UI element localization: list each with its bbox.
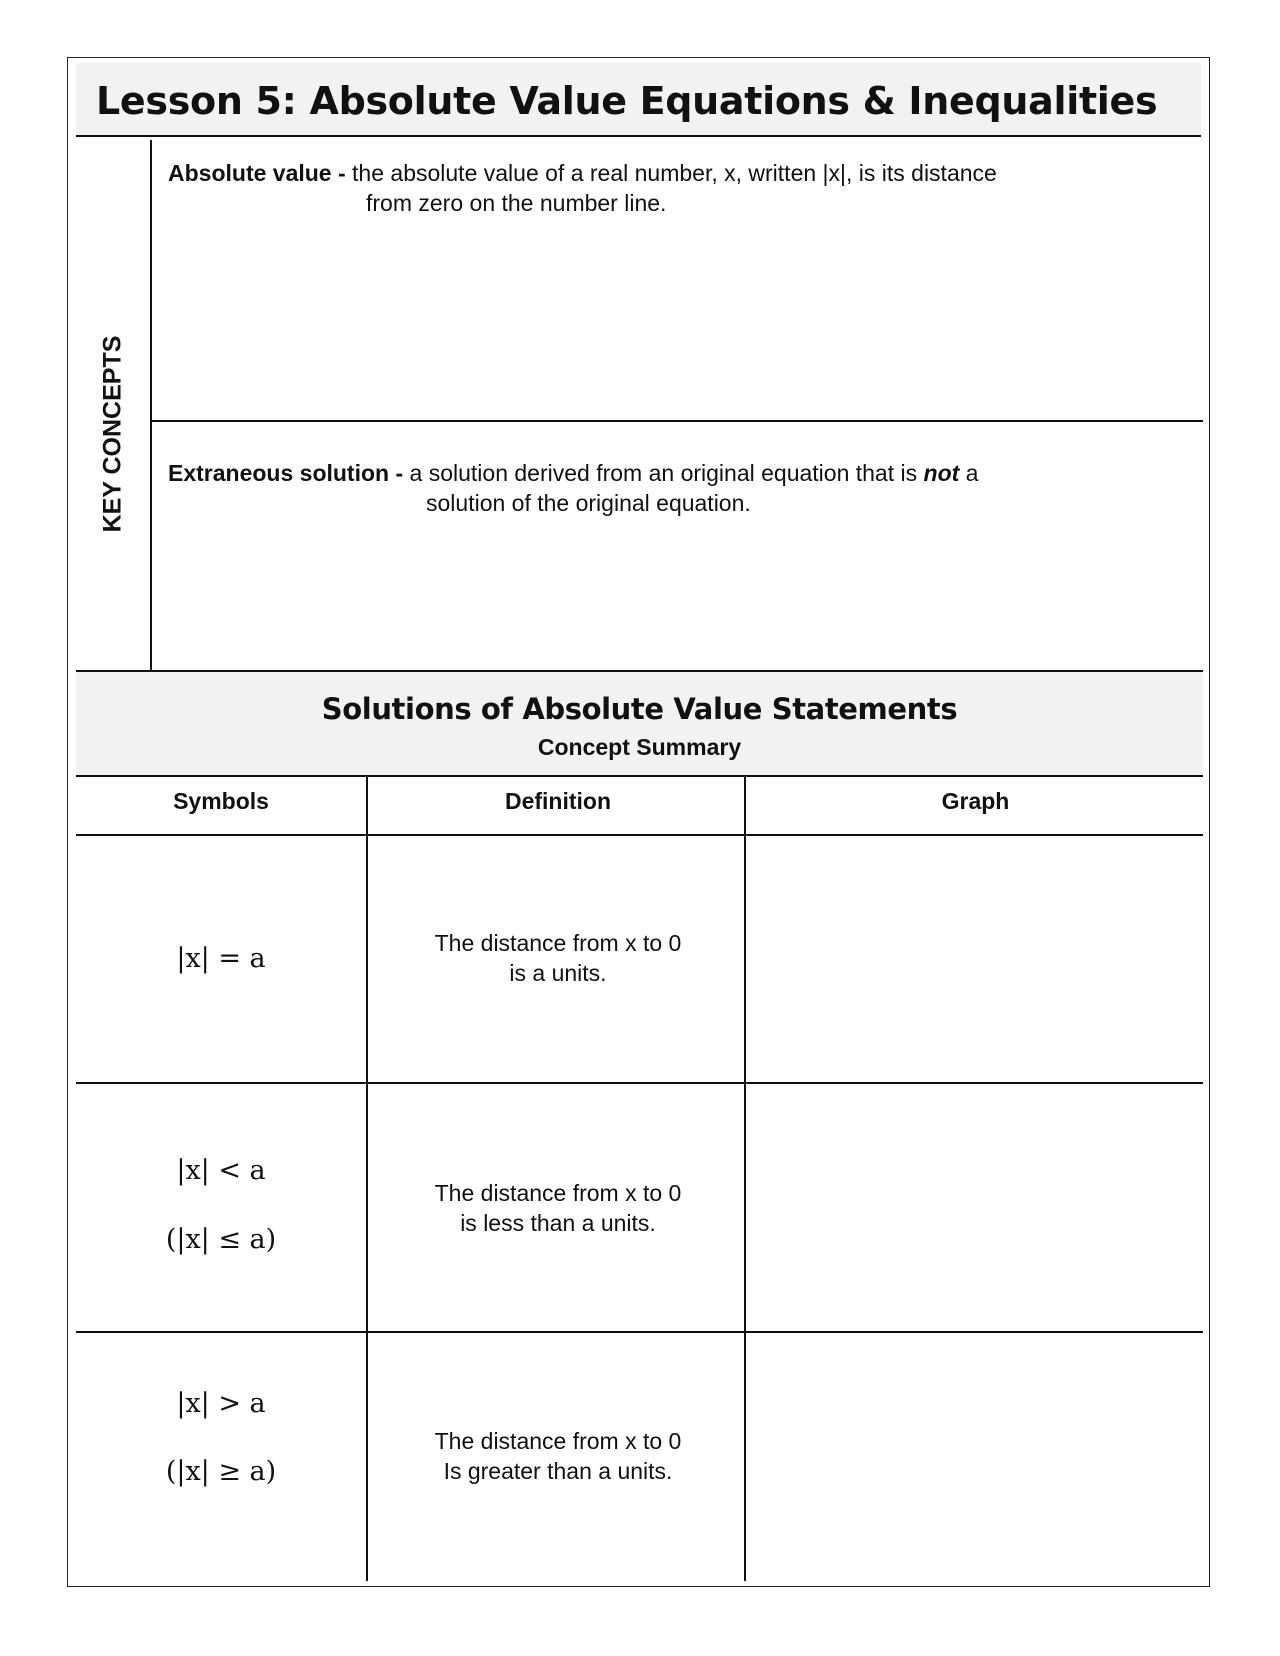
symbol-less-than: |x| < a [176, 1155, 266, 1186]
concept-text-cont: from zero on the number line. [366, 190, 667, 216]
concept-extraneous-solution [168, 458, 1188, 518]
definition-equals [370, 928, 746, 988]
graph-cell-less-than [748, 1084, 1203, 1331]
definition-line: Is greater than a units. [443, 1458, 673, 1484]
summary-subtitle: Concept Summary [537, 734, 742, 760]
concept-absolute-value [168, 158, 1188, 218]
key-concepts-label: KEY CONCEPTS [98, 335, 127, 533]
summary-header [76, 670, 1203, 777]
definition-line: The distance from x to 0 [434, 1428, 682, 1454]
concept-emphasis: not [923, 460, 960, 486]
concept-text-cont: solution of the original equation. [426, 490, 751, 516]
concept-text-end: a [959, 460, 979, 486]
column-header-graph: Graph [941, 788, 1010, 814]
definition-line: The distance from x to 0 [434, 930, 682, 956]
definition-line: is less than a units. [460, 1210, 656, 1236]
graph-cell-equals [748, 836, 1203, 1082]
key-concepts-label-column [76, 140, 150, 728]
page-title: Lesson 5: Absolute Value Equations & Inequalities [96, 79, 1158, 123]
symbol-greater-equal: (|x| ≥ a) [165, 1456, 277, 1487]
title-bar [76, 63, 1201, 137]
concept-text: the absolute value of a real number, x, written |x|, is its distance [345, 160, 997, 186]
column-header-symbols: Symbols [173, 788, 269, 814]
summary-title: Solutions of Absolute Value Statements [321, 692, 958, 726]
definition-line: The distance from x to 0 [434, 1180, 682, 1206]
column-header-definition: Definition [504, 788, 612, 814]
key-concepts-divider [150, 140, 152, 728]
symbol-greater-than: |x| > a [176, 1388, 266, 1419]
definition-line: is a units. [509, 960, 607, 986]
column-divider [366, 775, 368, 1581]
worksheet-page [67, 57, 1210, 1587]
symbol-equals: |x| = a [176, 943, 266, 974]
concept-divider [150, 420, 1203, 422]
concept-text: a solution derived from an original equation that is [403, 460, 924, 486]
definition-less-than [370, 1178, 746, 1238]
symbol-less-equal: (|x| ≤ a) [165, 1224, 277, 1255]
definition-greater-than [370, 1426, 746, 1486]
graph-cell-greater-than [748, 1333, 1203, 1581]
concept-term: Absolute value - [168, 160, 346, 186]
concept-term: Extraneous solution - [168, 460, 404, 486]
